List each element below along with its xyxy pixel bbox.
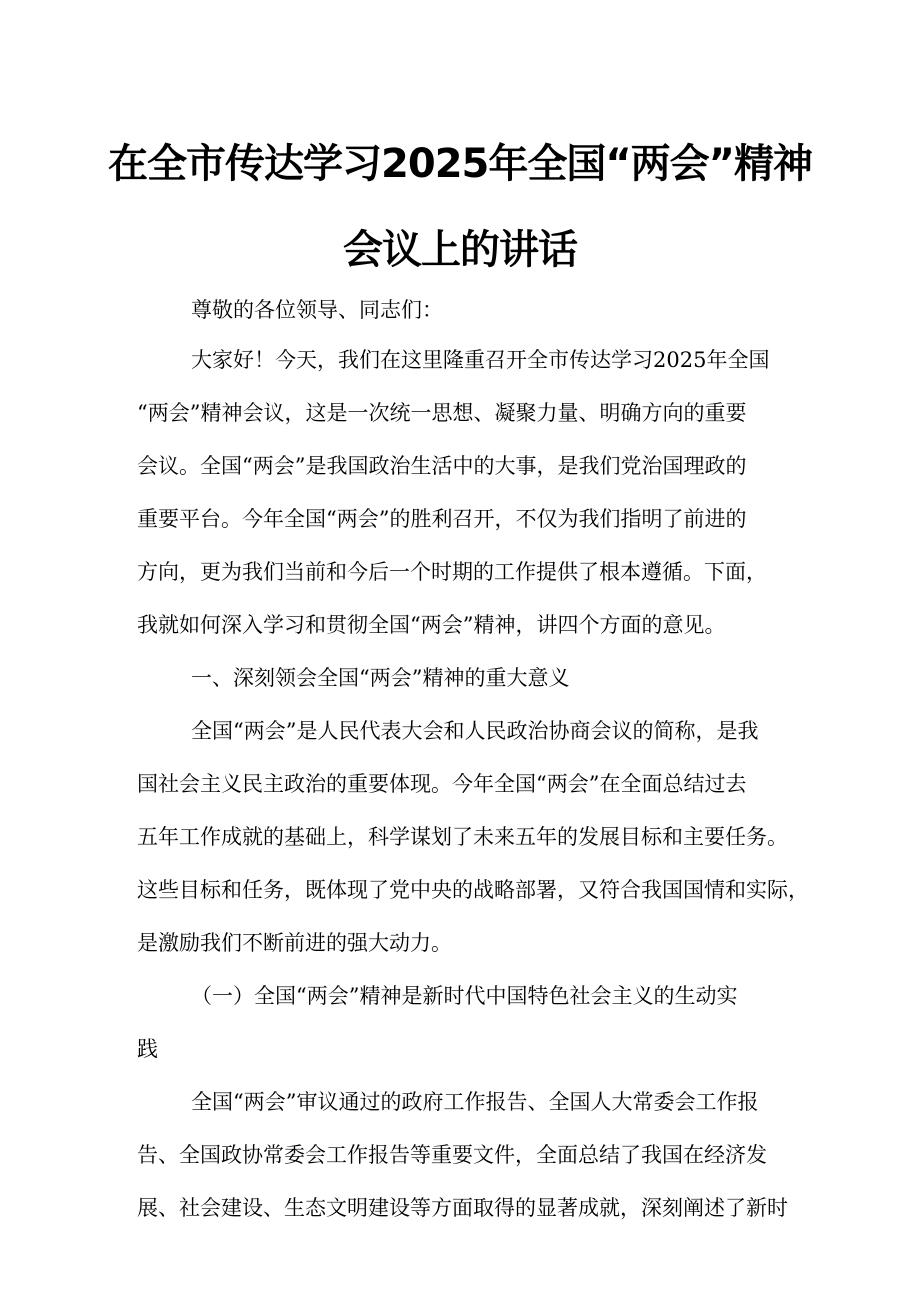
body-line: 我就如何深入学习和贯彻全国“两会”精神，讲四个方面的意见。 (137, 613, 726, 637)
salutation: 尊敬的各位领导、同志们： (191, 298, 443, 322)
body-line: 这些目标和任务，既体现了党中央的战略部署，又符合我国国情和实际， (137, 878, 809, 902)
body-line: 展、社会建设、生态文明建设等方面取得的显著成就，深刻阐述了新时 (137, 1196, 788, 1220)
body-line: 重要平台。今年全国“两会”的胜利召开，不仅为我们指明了前进的 (137, 507, 747, 531)
body-line: 全国“两会”是人民代表大会和人民政治协商会议的简称，是我 (191, 719, 759, 743)
body-line: 国社会主义民主政治的重要体现。今年全国“两会”在全面总结过去 (137, 772, 747, 796)
body-line: 方向，更为我们当前和今后一个时期的工作提供了根本遵循。下面， (137, 560, 767, 584)
section-heading: 一、深刻领会全国“两会”精神的重大意义 (191, 666, 570, 690)
subsection-heading: （一）全国“两会”精神是新时代中国特色社会主义的生动实 (191, 984, 738, 1008)
body-line: 会议。全国“两会”是我国政治生活中的大事，是我们党治国理政的 (137, 454, 747, 478)
body-line: “两会”精神会议，这是一次统一思想、凝聚力量、明确方向的重要 (137, 401, 747, 425)
body-line: 大家好！今天，我们在这里隆重召开全市传达学习2025年全国 (191, 348, 770, 372)
body-line: 告、全国政协常委会工作报告等重要文件，全面总结了我国在经济发 (137, 1143, 767, 1167)
subsection-heading-continued: 践 (137, 1037, 158, 1061)
body-line: 是激励我们不断前进的强大动力。 (137, 931, 452, 955)
title-line-1: 在全市传达学习2025年全国“两会”精神 (108, 141, 812, 187)
body-line: 五年工作成就的基础上，科学谋划了未来五年的发展目标和主要任务。 (137, 825, 788, 849)
body-line: 全国“两会”审议通过的政府工作报告、全国人大常委会工作报 (191, 1090, 759, 1114)
title-line-2: 会议上的讲话 (343, 227, 577, 273)
